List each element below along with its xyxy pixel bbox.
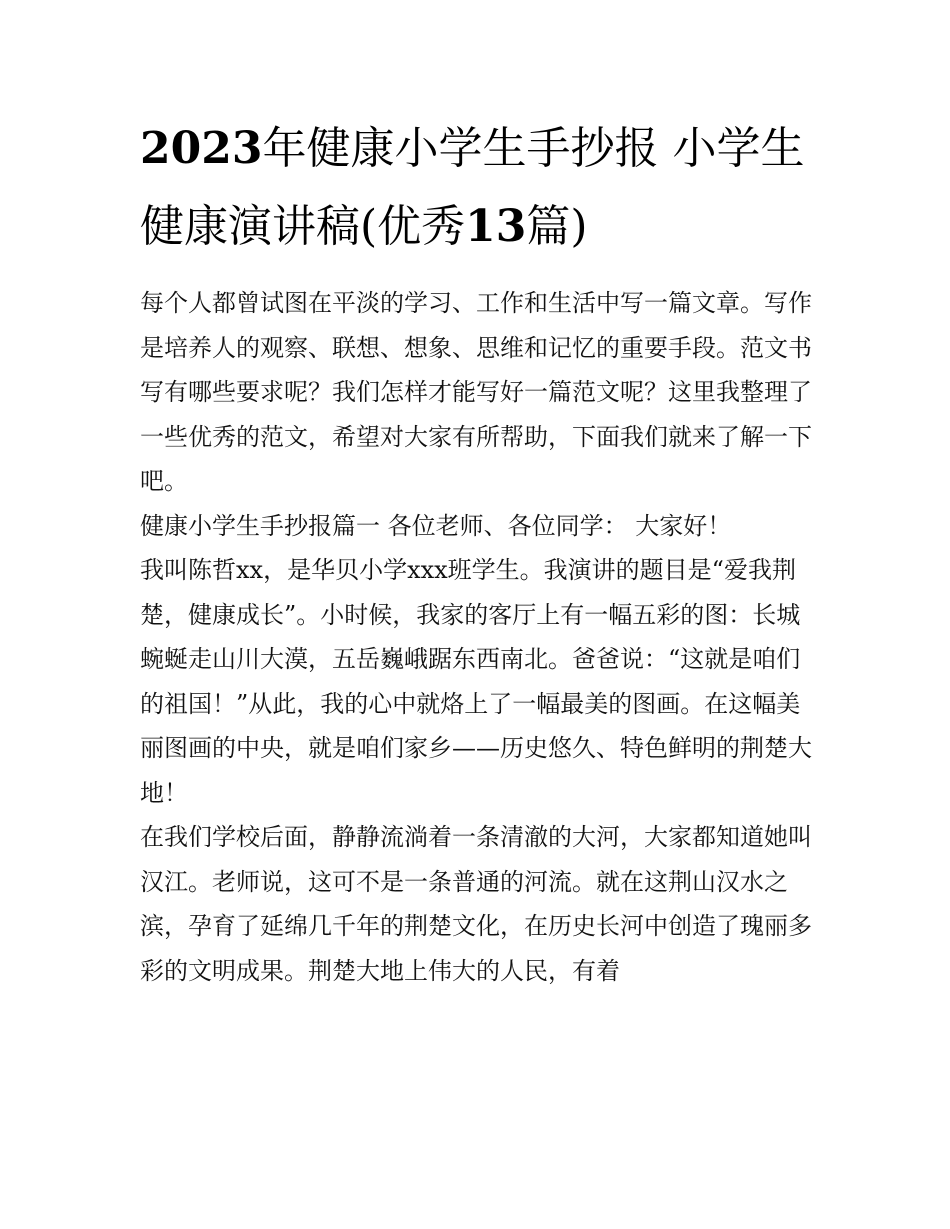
intro-paragraph: 每个人都曾试图在平淡的学习、工作和生活中写一篇文章。写作是培养人的观察、联想、想象、思维和记忆的重要手段。范文书写有哪些要求呢？我们怎样才能写好一篇范文呢？这里我整理了一些优秀的范文，希望对大家有所帮助，下面我们就来了解一下吧。 (140, 289, 812, 495)
document-title (140, 110, 820, 266)
document-body (140, 281, 820, 993)
title-suffix: 篇) (526, 201, 588, 252)
title-count: 13 (465, 201, 527, 252)
section-heading-paragraph: 健康小学生手抄报篇一 各位老师、各位同学： 大家好！ (140, 511, 732, 540)
title-year: 2023 (140, 123, 263, 174)
speech-paragraph-1: 我叫陈哲xx，是华贝小学xxx班学生。我演讲的题目是“爱我荆楚，健康成长”。小时候，我家的客厅上有一幅五彩的图：长城蜿蜒走山川大漠，五岳巍峨踞东西南北。爸爸说：“这就是咱们的祖国！”从此，我的心中就烙上了一幅最美的图画。在这幅美丽图画的中央，就是咱们家乡——历史悠久、特色鲜明的荆楚大地！ (140, 556, 812, 807)
title-text: 年健康小学生手抄报 小学生健康演讲稿(优秀 (140, 123, 805, 252)
speech-paragraph-2: 在我们学校后面，静静流淌着一条清澈的大河，大家都知道她叫汉江。老师说，这可不是一条普通的河流。就在这荆山汉水之滨，孕育了延绵几千年的荆楚文化，在历史长河中创造了瑰丽多彩的文明成果。荆楚大地上伟大的人民，有着 (140, 823, 812, 985)
